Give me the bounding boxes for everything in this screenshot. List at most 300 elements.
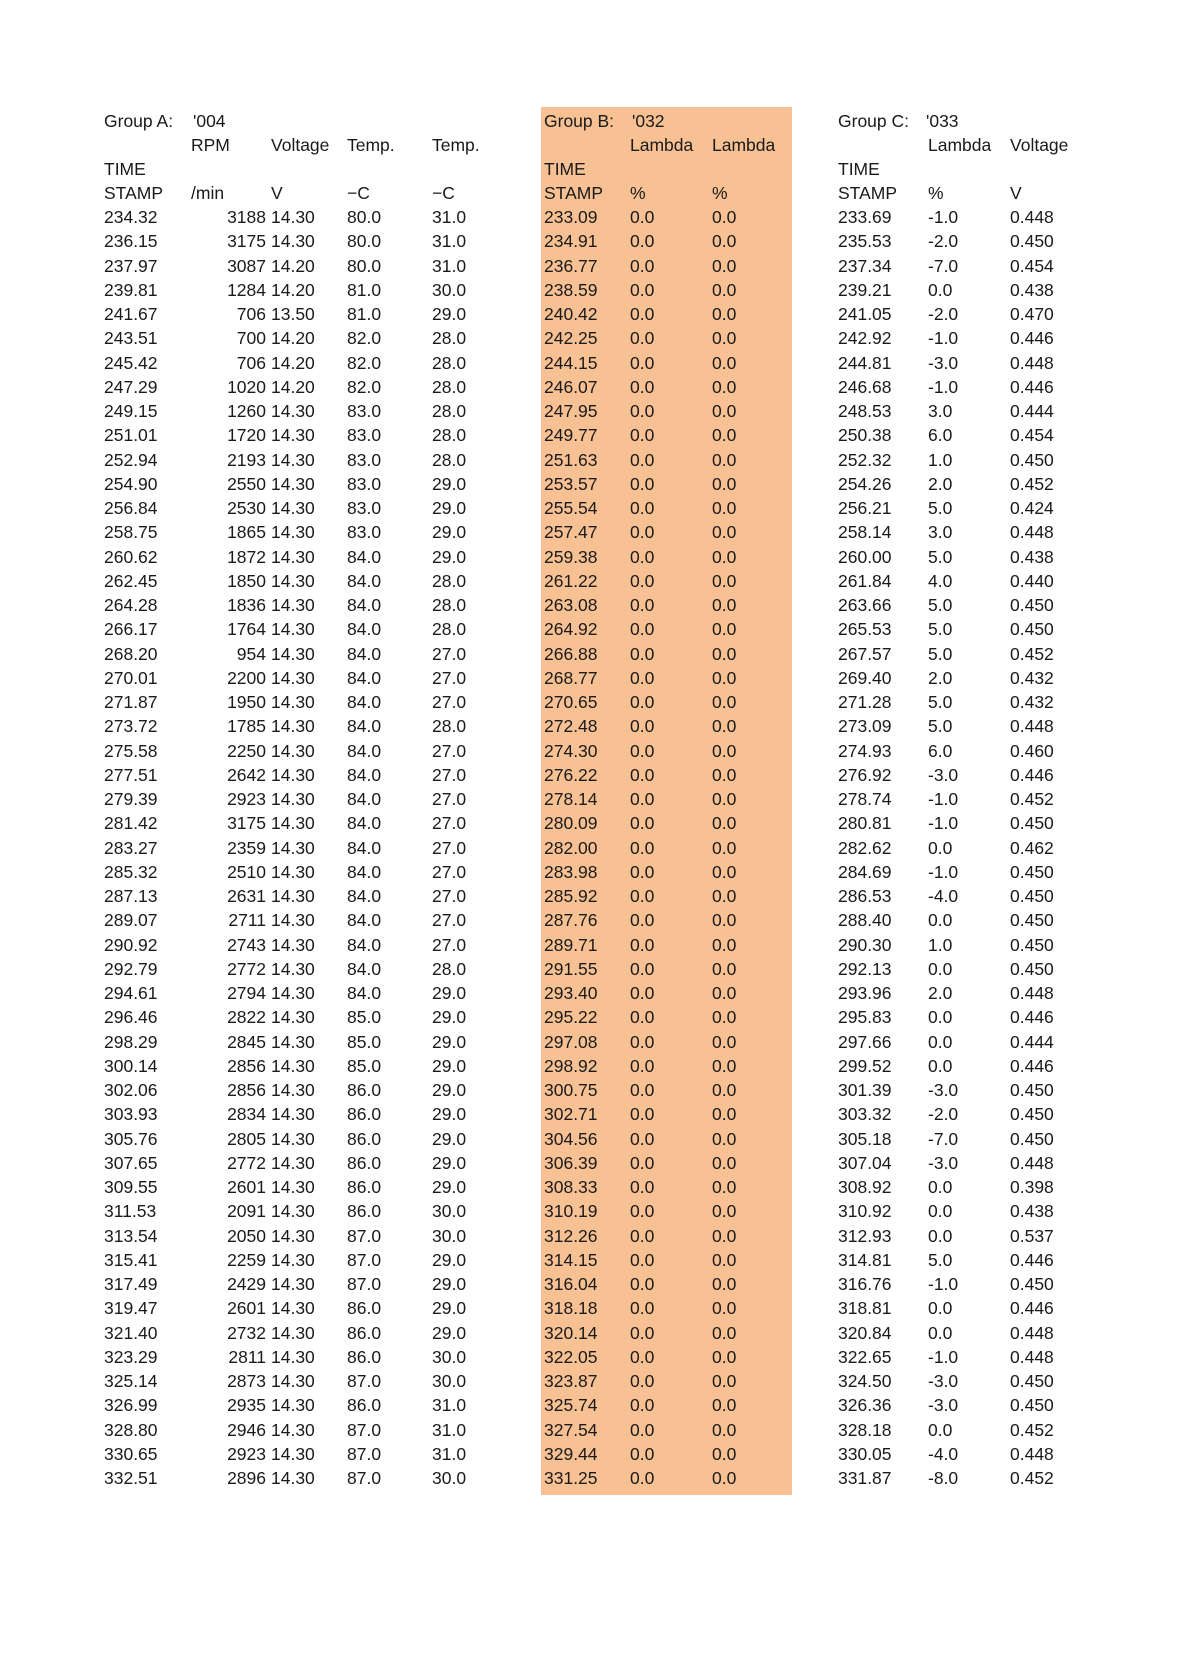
time-stamp-cell: 262.45 [104,571,158,591]
data-cell: 84.0 [347,935,382,955]
data-cell: 2259 [227,1250,266,1270]
time-stamp-cell: 247.29 [104,377,158,397]
data-cell: 29.0 [432,522,467,542]
data-cell: 2923 [227,789,266,809]
time-stamp-cell: 259.38 [544,547,598,567]
data-cell: 28.0 [432,353,467,373]
data-cell: 0.450 [1010,450,1054,470]
data-cell: 28.0 [432,595,467,615]
data-cell: -1.0 [928,328,959,348]
data-cell: 0.0 [630,1104,655,1124]
data-cell: 29.0 [432,1104,467,1124]
data-cell: 27.0 [432,838,467,858]
time-stamp-cell: 322.65 [838,1347,892,1367]
data-cell: 83.0 [347,450,382,470]
data-cell: 0.0 [712,1226,737,1246]
data-cell: 84.0 [347,619,382,639]
time-stamp-cell: 301.39 [838,1080,892,1100]
time-stamp-cell: 288.40 [838,910,892,930]
time-stamp-cell: 282.00 [544,838,598,858]
time-stamp-cell: 236.15 [104,231,158,251]
data-cell: 0.0 [630,256,655,276]
data-cell: 14.30 [271,522,315,542]
time-stamp-cell: 249.77 [544,425,598,445]
data-cell: 4.0 [928,571,953,591]
data-cell: 2834 [227,1104,266,1124]
data-cell: 14.30 [271,401,315,421]
data-cell: 2923 [227,1444,266,1464]
data-cell: 0.0 [928,1056,953,1076]
time-stamp-cell: 238.59 [544,280,598,300]
time-stamp-cell: 237.97 [104,256,158,276]
data-cell: 0.0 [712,1056,737,1076]
data-cell: 2550 [227,474,266,494]
data-cell: 14.30 [271,571,315,591]
data-cell: 0.0 [630,692,655,712]
data-cell: 14.30 [271,207,315,227]
column-header: RPM [191,135,230,155]
data-cell: 2359 [227,838,266,858]
data-cell: 0.0 [630,377,655,397]
time-stamp-cell: 249.15 [104,401,158,421]
data-cell: 0.0 [630,1201,655,1221]
data-cell: 82.0 [347,328,382,348]
data-cell: 14.20 [271,280,315,300]
time-stamp-cell: 314.81 [838,1250,892,1270]
data-cell: 0.0 [712,280,737,300]
data-cell: 14.30 [271,425,315,445]
data-cell: 0.0 [712,1298,737,1318]
time-stamp-cell: 268.77 [544,668,598,688]
data-cell: 0.450 [1010,813,1054,833]
data-cell: 86.0 [347,1298,382,1318]
data-cell: 28.0 [432,450,467,470]
data-cell: 0.0 [630,838,655,858]
time-stamp-cell: 272.48 [544,716,598,736]
data-cell: 27.0 [432,886,467,906]
data-cell: 14.30 [271,1444,315,1464]
data-cell: 14.30 [271,1153,315,1173]
data-cell: 5.0 [928,644,953,664]
data-cell: 87.0 [347,1420,382,1440]
data-cell: 0.0 [630,959,655,979]
data-cell: 0.0 [630,862,655,882]
time-stamp-cell: 327.54 [544,1420,598,1440]
data-cell: 0.0 [712,1274,737,1294]
data-cell: 31.0 [432,256,467,276]
data-cell: -1.0 [928,862,959,882]
group-title: Group B: [544,111,615,131]
time-stamp-cell: 254.26 [838,474,892,494]
data-cell: 0.0 [928,280,953,300]
time-stamp-cell: 299.52 [838,1056,892,1076]
data-cell: 0.446 [1010,1007,1054,1027]
data-cell: 0.0 [630,1347,655,1367]
data-cell: 0.448 [1010,1347,1054,1367]
data-cell: 0.0 [712,1032,737,1052]
data-cell: 0.0 [928,1007,953,1027]
time-stamp-cell: 303.32 [838,1104,892,1124]
data-cell: 27.0 [432,862,467,882]
data-cell: 29.0 [432,1032,467,1052]
data-cell: 0.0 [630,765,655,785]
data-cell: 0.444 [1010,1032,1054,1052]
data-cell: 31.0 [432,1444,467,1464]
data-cell: 14.20 [271,256,315,276]
time-stamp-cell: 252.94 [104,450,158,470]
time-stamp-cell: 290.92 [104,935,158,955]
data-cell: 0.450 [1010,886,1054,906]
data-cell: 0.0 [712,353,737,373]
data-cell: 0.450 [1010,1080,1054,1100]
data-cell: 84.0 [347,668,382,688]
data-cell: 0.0 [630,1056,655,1076]
time-stamp-cell: 330.05 [838,1444,892,1464]
time-stamp-cell: 234.91 [544,231,598,251]
data-cell: 84.0 [347,595,382,615]
time-stamp-cell: 278.74 [838,789,892,809]
time-stamp-cell: 331.25 [544,1468,598,1488]
data-cell: 0.0 [630,401,655,421]
time-stamp-cell: 258.75 [104,522,158,542]
time-stamp-cell: 274.30 [544,741,598,761]
time-stamp-cell: 245.42 [104,353,158,373]
time-stamp-cell: 306.39 [544,1153,598,1173]
time-stamp-cell: 251.63 [544,450,598,470]
data-cell: 81.0 [347,280,382,300]
data-cell: 28.0 [432,571,467,591]
data-cell: 706 [236,304,266,324]
data-cell: 2601 [227,1177,266,1197]
data-cell: 29.0 [432,983,467,1003]
data-cell: 85.0 [347,1056,382,1076]
time-stamp-cell: 303.93 [104,1104,158,1124]
time-stamp-cell: 268.20 [104,644,158,664]
data-cell: 84.0 [347,741,382,761]
column-header: Voltage [271,135,330,155]
data-cell: 0.0 [712,256,737,276]
time-stamp-cell: 233.09 [544,207,598,227]
time-stamp-cell: 323.87 [544,1371,598,1391]
time-stamp-cell: 309.55 [104,1177,158,1197]
time-stamp-cell: 289.71 [544,935,598,955]
data-cell: 0.398 [1010,1177,1054,1197]
data-cell: 28.0 [432,328,467,348]
column-header: Lambda [928,135,992,155]
data-cell: 29.0 [432,474,467,494]
data-cell: 13.50 [271,304,315,324]
data-cell: 0.460 [1010,741,1054,761]
time-stamp-cell: 326.99 [104,1395,158,1415]
data-cell: 82.0 [347,377,382,397]
time-stamp-cell: 265.53 [838,619,892,639]
time-stamp-cell: 260.00 [838,547,892,567]
time-stamp-cell: 274.93 [838,741,892,761]
time-stamp-cell: 271.87 [104,692,158,712]
data-cell: 0.446 [1010,765,1054,785]
data-cell: 0.0 [630,1250,655,1270]
time-stamp-cell: 316.76 [838,1274,892,1294]
time-stamp-cell: 281.42 [104,813,158,833]
data-cell: 0.0 [712,813,737,833]
time-stamp-cell: 277.51 [104,765,158,785]
data-cell: 87.0 [347,1250,382,1270]
data-cell: 1785 [227,716,266,736]
column-header: TIME [104,159,146,179]
data-cell: 0.0 [712,741,737,761]
time-stamp-cell: 233.69 [838,207,892,227]
data-cell: 87.0 [347,1274,382,1294]
data-cell: 0.0 [630,207,655,227]
time-stamp-cell: 270.65 [544,692,598,712]
data-cell: 29.0 [432,1298,467,1318]
data-cell: 14.30 [271,1468,315,1488]
data-cell: 1284 [227,280,266,300]
data-cell: 0.0 [928,1226,953,1246]
data-cell: 2050 [227,1226,266,1246]
data-cell: 0.0 [630,935,655,955]
data-cell: 5.0 [928,716,953,736]
time-stamp-cell: 286.53 [838,886,892,906]
column-header: −C [432,183,455,203]
data-cell: 2743 [227,935,266,955]
data-cell: 14.30 [271,231,315,251]
data-cell: 0.0 [928,1032,953,1052]
time-stamp-cell: 311.53 [104,1201,157,1221]
data-cell: 0.446 [1010,1250,1054,1270]
data-cell: 0.0 [630,1032,655,1052]
data-cell: 2.0 [928,983,953,1003]
data-cell: 0.0 [712,1177,737,1197]
data-cell: 14.30 [271,1298,315,1318]
data-cell: 0.0 [630,304,655,324]
time-stamp-cell: 287.13 [104,886,158,906]
data-cell: 87.0 [347,1444,382,1464]
data-cell: 0.450 [1010,1274,1054,1294]
data-cell: 0.0 [630,1007,655,1027]
data-cell: 14.30 [271,474,315,494]
data-cell: 14.30 [271,1080,315,1100]
data-cell: 5.0 [928,619,953,639]
time-stamp-cell: 312.26 [544,1226,598,1246]
group-id: '004 [193,111,226,131]
data-cell: 86.0 [347,1129,382,1149]
data-cell: 3.0 [928,401,953,421]
data-cell: 2530 [227,498,266,518]
data-cell: 3175 [227,231,266,251]
data-cell: 14.30 [271,595,315,615]
time-stamp-cell: 326.36 [838,1395,892,1415]
data-cell: 0.450 [1010,862,1054,882]
column-header: STAMP [104,183,163,203]
time-stamp-cell: 295.83 [838,1007,892,1027]
time-stamp-cell: 273.09 [838,716,892,736]
data-cell: 0.450 [1010,935,1054,955]
data-cell: 84.0 [347,838,382,858]
column-header: % [928,183,944,203]
time-stamp-cell: 329.44 [544,1444,598,1464]
data-cell: 14.30 [271,1177,315,1197]
data-cell: 0.0 [928,959,953,979]
data-cell: 0.0 [712,983,737,1003]
data-cell: 30.0 [432,280,467,300]
data-cell: 29.0 [432,1129,467,1149]
time-stamp-cell: 318.18 [544,1298,598,1318]
data-cell: -1.0 [928,1274,959,1294]
data-cell: 0.0 [712,1080,737,1100]
data-cell: 2601 [227,1298,266,1318]
time-stamp-cell: 314.15 [544,1250,598,1270]
data-cell: 5.0 [928,498,953,518]
data-cell: 0.0 [712,1347,737,1367]
data-cell: 2429 [227,1274,266,1294]
time-stamp-cell: 328.80 [104,1420,158,1440]
data-cell: 29.0 [432,1323,467,1343]
data-cell: 0.0 [630,450,655,470]
data-cell: 27.0 [432,668,467,688]
time-stamp-cell: 280.09 [544,813,598,833]
data-cell: 1020 [227,377,266,397]
data-cell: 84.0 [347,910,382,930]
time-stamp-cell: 310.92 [838,1201,892,1221]
data-cell: 28.0 [432,619,467,639]
data-cell: 83.0 [347,498,382,518]
column-header: V [1010,183,1022,203]
data-cell: -4.0 [928,886,959,906]
data-cell: 706 [236,353,266,373]
data-cell: 14.30 [271,1226,315,1246]
time-stamp-cell: 290.30 [838,935,892,955]
time-stamp-cell: 307.04 [838,1153,892,1173]
data-cell: 0.0 [630,1129,655,1149]
time-stamp-cell: 273.72 [104,716,158,736]
data-cell: 85.0 [347,1007,382,1027]
data-cell: 30.0 [432,1371,467,1391]
data-cell: 27.0 [432,935,467,955]
data-cell: 0.446 [1010,1056,1054,1076]
data-cell: 83.0 [347,401,382,421]
time-stamp-cell: 331.87 [838,1468,892,1488]
data-cell: 0.0 [630,1177,655,1197]
data-cell: 0.0 [712,1153,737,1173]
group-id: '033 [926,111,959,131]
time-stamp-cell: 300.75 [544,1080,598,1100]
data-cell: 954 [236,644,266,664]
data-cell: 0.0 [630,425,655,445]
time-stamp-cell: 242.25 [544,328,598,348]
time-stamp-cell: 332.51 [104,1468,158,1488]
data-cell: 0.446 [1010,328,1054,348]
data-cell: 0.450 [1010,619,1054,639]
time-stamp-cell: 269.40 [838,668,892,688]
time-stamp-cell: 325.74 [544,1395,598,1415]
group-title: Group C: [838,111,909,131]
data-cell: 14.30 [271,547,315,567]
time-stamp-cell: 242.92 [838,328,892,348]
data-cell: 0.450 [1010,1371,1054,1391]
data-cell: 2946 [227,1420,266,1440]
data-cell: 84.0 [347,765,382,785]
group-title: Group A: [104,111,174,131]
data-cell: 1872 [227,547,266,567]
column-header: V [271,183,283,203]
time-stamp-cell: 312.93 [838,1226,892,1246]
data-cell: 14.30 [271,1104,315,1124]
time-stamp-cell: 302.06 [104,1080,158,1100]
time-stamp-cell: 278.14 [544,789,598,809]
data-cell: 82.0 [347,353,382,373]
data-cell: -1.0 [928,1347,959,1367]
data-cell: 0.470 [1010,304,1054,324]
data-cell: 5.0 [928,547,953,567]
data-cell: 14.30 [271,838,315,858]
data-cell: 27.0 [432,741,467,761]
data-cell: 86.0 [347,1323,382,1343]
time-stamp-cell: 308.33 [544,1177,598,1197]
column-header: % [630,183,646,203]
data-cell: 0.0 [712,1129,737,1149]
data-cell: 14.30 [271,741,315,761]
data-cell: 14.30 [271,1347,315,1367]
data-cell: 0.448 [1010,1444,1054,1464]
data-cell: 0.0 [630,813,655,833]
data-cell: 14.30 [271,886,315,906]
time-stamp-cell: 256.21 [838,498,892,518]
data-cell: 0.450 [1010,1129,1054,1149]
data-cell: 0.0 [630,1298,655,1318]
data-cell: 80.0 [347,231,382,251]
time-stamp-cell: 264.28 [104,595,158,615]
data-cell: -3.0 [928,765,959,785]
time-stamp-cell: 241.67 [104,304,158,324]
time-stamp-cell: 267.57 [838,644,892,664]
column-header: /min [191,183,225,203]
data-cell: 86.0 [347,1080,382,1100]
data-cell: 6.0 [928,741,953,761]
data-cell: 14.30 [271,910,315,930]
time-stamp-cell: 308.92 [838,1177,892,1197]
data-cell: 27.0 [432,910,467,930]
time-stamp-cell: 298.29 [104,1032,158,1052]
time-stamp-cell: 300.14 [104,1056,158,1076]
time-stamp-cell: 313.54 [104,1226,158,1246]
time-stamp-cell: 316.04 [544,1274,598,1294]
data-cell: 5.0 [928,595,953,615]
data-cell: 0.0 [712,425,737,445]
data-cell: 14.30 [271,1395,315,1415]
data-cell: 0.0 [712,1323,737,1343]
data-cell: -3.0 [928,1080,959,1100]
data-cell: 0.0 [712,450,737,470]
data-cell: 2845 [227,1032,266,1052]
data-cell: 0.452 [1010,1420,1054,1440]
data-cell: 14.30 [271,1274,315,1294]
data-cell: 0.424 [1010,498,1054,518]
time-stamp-cell: 297.66 [838,1032,892,1052]
time-stamp-cell: 283.27 [104,838,158,858]
data-cell: 0.440 [1010,571,1054,591]
time-stamp-cell: 298.92 [544,1056,598,1076]
data-cell: 84.0 [347,789,382,809]
data-cell: 1865 [227,522,266,542]
time-stamp-cell: 276.92 [838,765,892,785]
data-cell: 14.30 [271,498,315,518]
data-cell: 2.0 [928,474,953,494]
data-cell: 0.0 [712,231,737,251]
data-cell: -3.0 [928,353,959,373]
data-cell: 28.0 [432,401,467,421]
data-cell: 0.0 [630,741,655,761]
